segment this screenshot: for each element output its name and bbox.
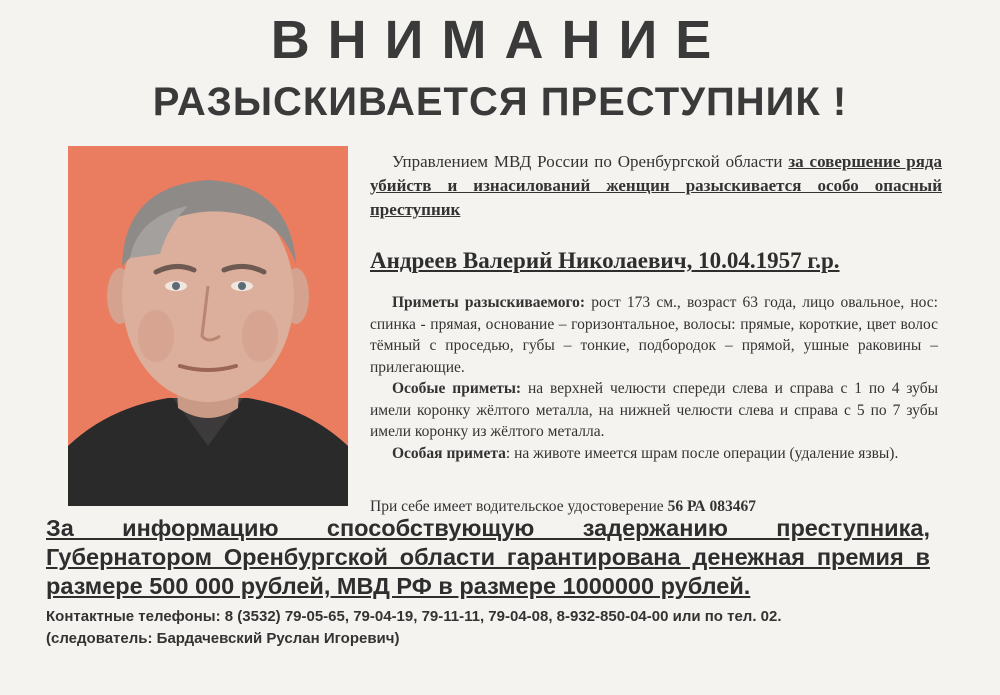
features-paragraph [370,292,938,378]
suspect-portrait [68,146,348,506]
poster-title: ВНИМАНИЕ [270,10,730,70]
suspect-name: Андреев Валерий Николаевич, 10.04.1957 г.р. [370,248,840,273]
investigator-name: (следователь: Бардачевский Руслан Игоревич) [46,630,400,647]
contacts-block [46,606,946,650]
features-text: рост 173 см., возраст 63 года, лицо овальное, нос: спинка - прямая, основание – горизонтальное, волосы: прямые, короткие, цвет волос тёмный с проседью, губы – тонкие, подбородок – прямой, ушные раковины – прилегающие. [370,294,938,376]
distinct-mark-paragraph [370,443,938,465]
special-features-paragraph [370,378,938,443]
suspect-description [370,292,938,464]
poster-subtitle: РАЗЫСКИВАЕТСЯ ПРЕСТУПНИК ! [152,80,848,124]
special-features-label: Особые приметы: [392,380,522,397]
features-label: Приметы разыскиваемого: [392,294,586,311]
intro-plain-text: Управлением МВД России по Оренбургской области [392,152,789,171]
intro-paragraph [370,150,942,222]
intro-emphasis-text: за совершение ряда убийств и изнасилований женщин разыскивается особо опасный преступник [370,152,942,219]
reward-notice: За информацию способствующую задержанию преступника, Губернатором Оренбургской области гарантирована денежная премия в размере 500 000 рублей, МВД РФ в размере 1000000 рублей. [46,515,930,599]
distinct-mark-label: Особая примета [392,444,506,462]
suspect-photo [68,146,348,506]
license-number: 56 РА 083467 [667,498,756,515]
license-text: При себе имеет водительское удостоверение [370,498,668,515]
contact-phones: Контактные телефоны: 8 (3532) 79-05-65, 79-04-19, 79-11-11, 79-04-08, 8-932-850-04-00 или по тел. 02. [46,608,782,625]
distinct-mark-text: : на животе имеется шрам после операции (удаление язвы). [505,444,899,462]
special-features-text: на верхней челюсти спереди слева и справа с 1 по 4 зубы имели коронку жёлтого металла, на нижней челюсти слева и справа с 5 по 7 зубы имели коронку из жёлтого металла. [370,380,939,440]
